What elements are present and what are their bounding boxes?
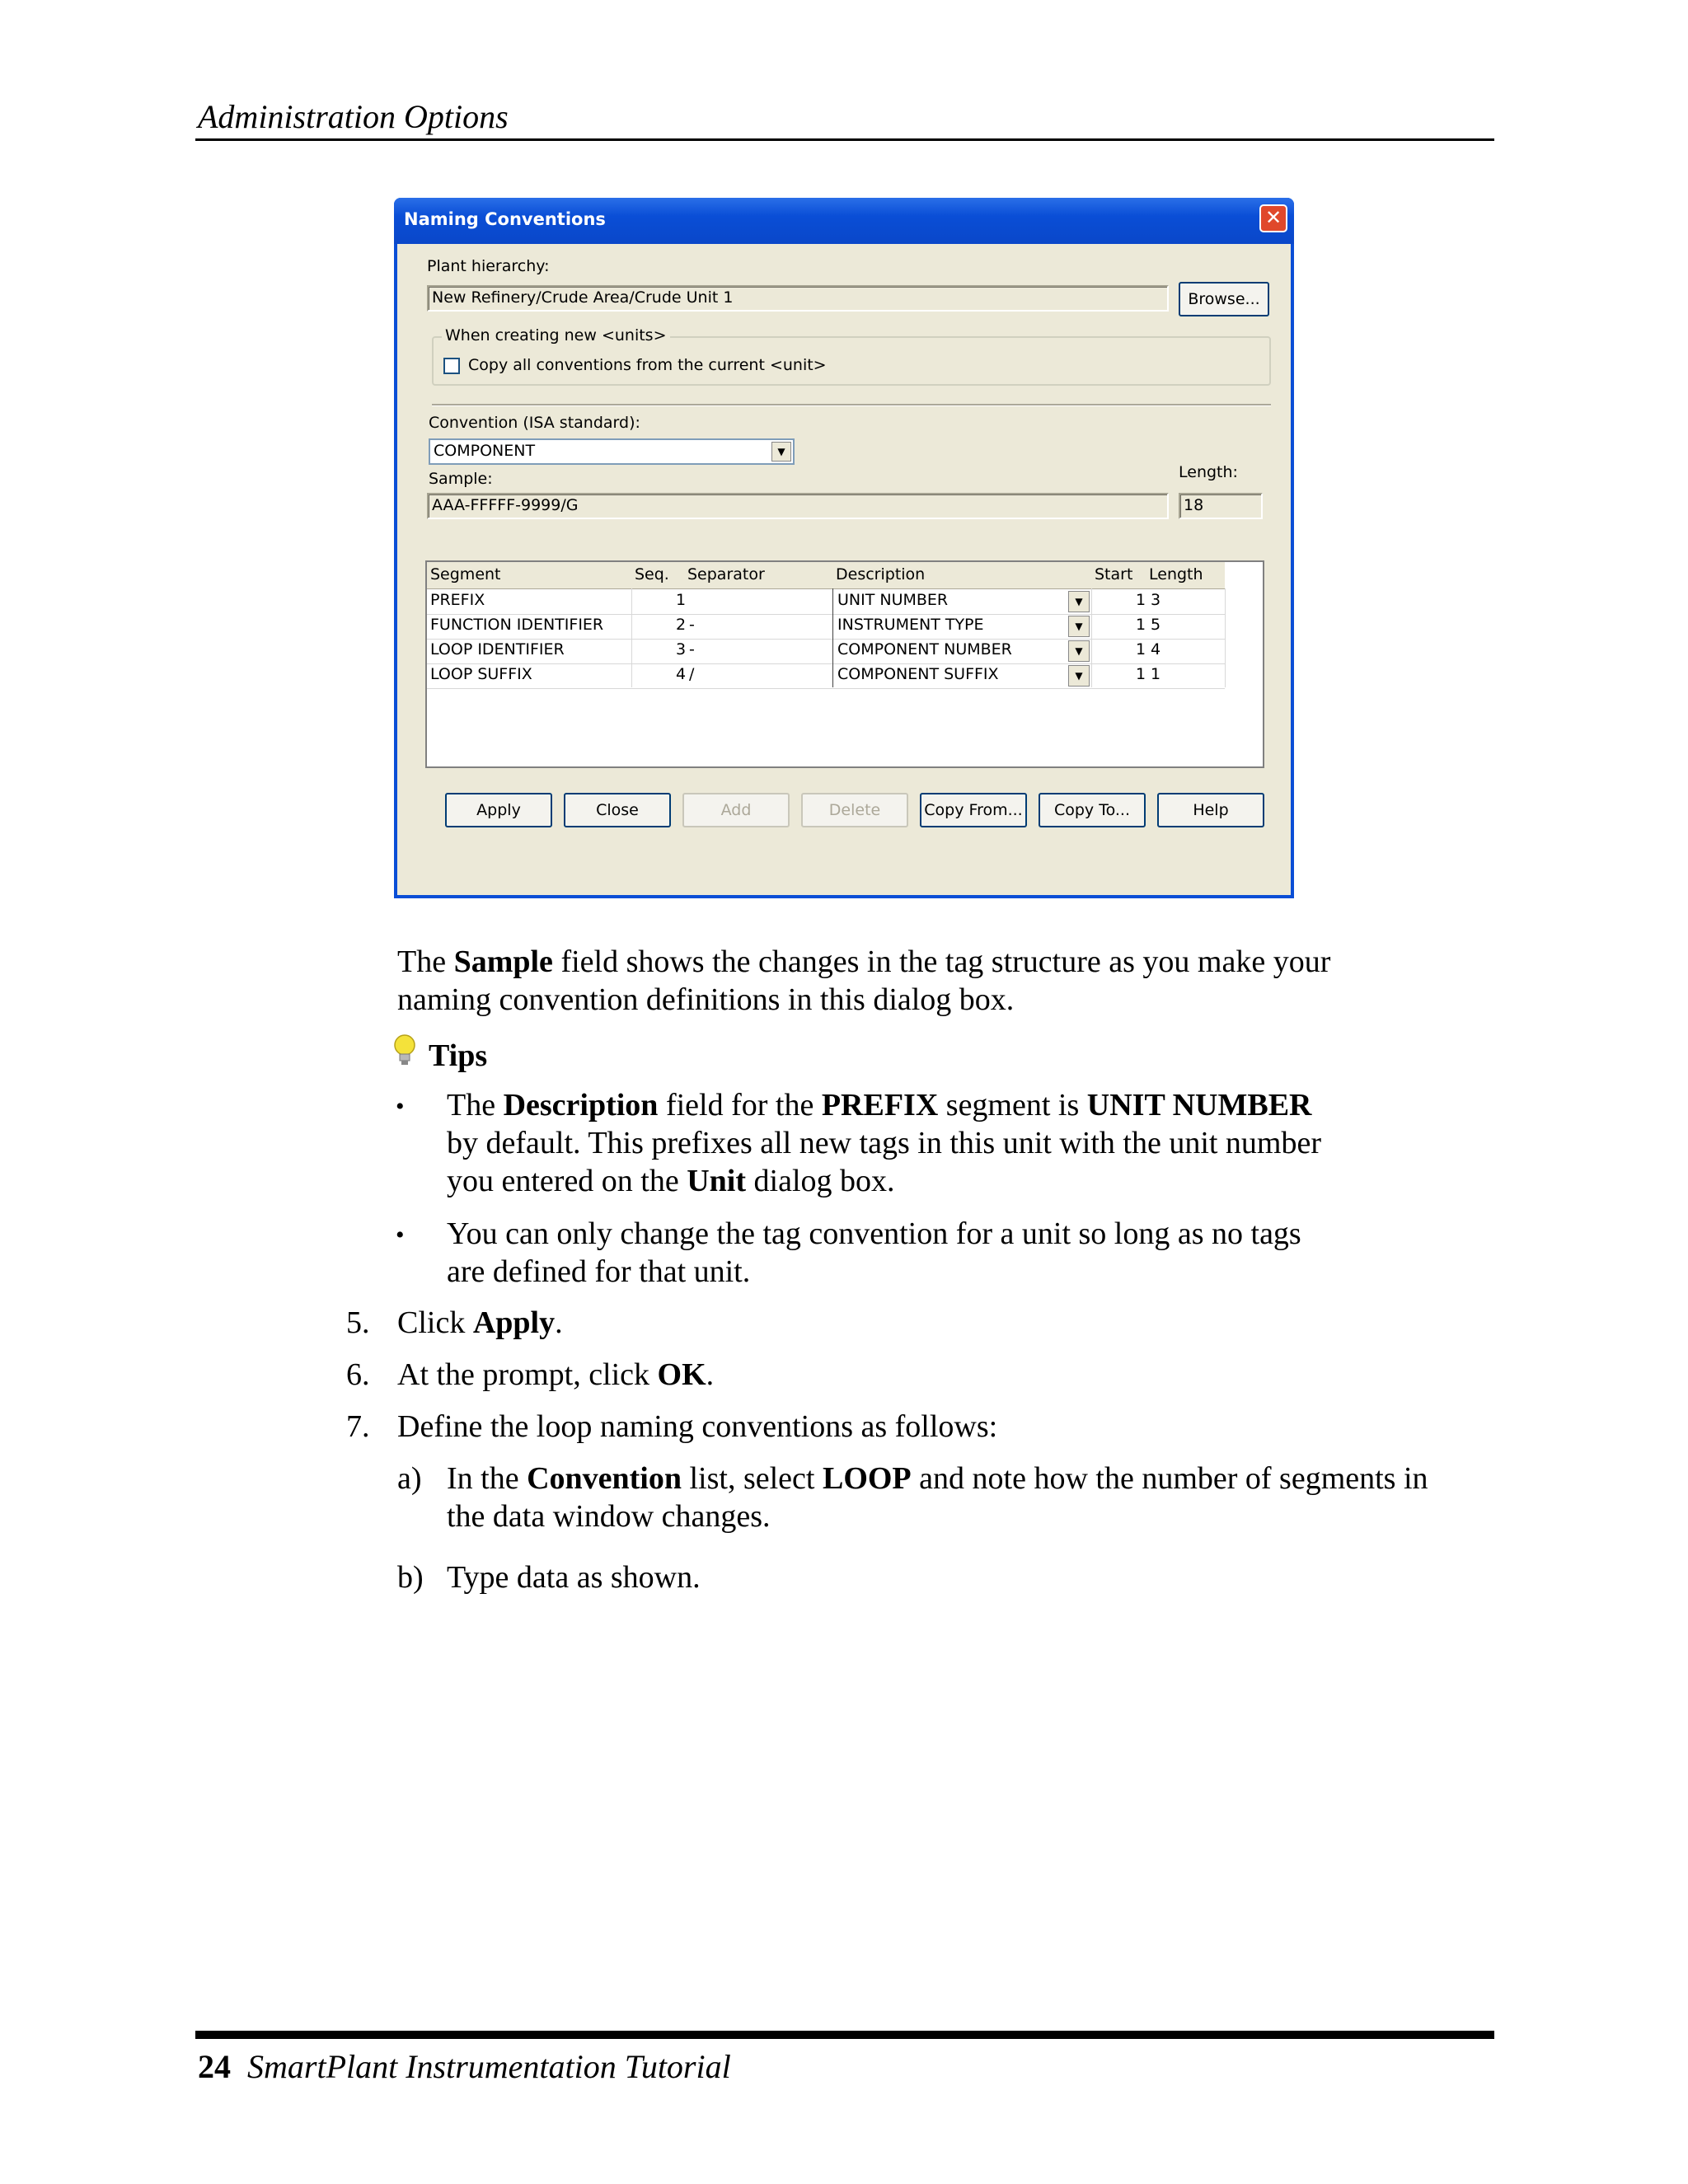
group-label: When creating new <units> [442, 326, 670, 344]
header-rule [195, 138, 1494, 141]
separator-line [432, 404, 1271, 406]
segment-cell: PREFIX [430, 591, 485, 609]
step-number: 5. [346, 1305, 370, 1340]
step-number: 6. [346, 1357, 370, 1392]
seq-cell[interactable]: 2 [676, 616, 687, 634]
convention-value: COMPONENT [434, 442, 536, 460]
bullet-icon: • [396, 1221, 405, 1249]
col-segment[interactable]: Segment [430, 565, 501, 583]
tip-1: The Description field for the PREFIX segment is UNIT NUMBER by default. This prefixes all new tags in this unit with the unit number you entered on the Unit dialog box. [447, 1088, 1322, 1198]
sample-label: Sample: [429, 470, 493, 488]
substep-a: In the Convention list, select LOOP and note how the number of segments in the data window changes. [447, 1461, 1428, 1534]
page-header: Administration Options [198, 98, 509, 135]
tips-heading: Tips [429, 1038, 488, 1073]
start-cell: 1 [1136, 640, 1146, 658]
close-button[interactable]: Close [564, 793, 671, 827]
help-button[interactable]: Help [1157, 793, 1264, 827]
page-footer [198, 2047, 731, 2086]
col-separator[interactable]: Separator [687, 565, 765, 583]
segment-cell: FUNCTION IDENTIFIER [430, 616, 604, 634]
sample-field: AAA-FFFFF-9999/G [427, 493, 1169, 519]
substep-letter: a) [397, 1461, 422, 1496]
grid-line [832, 588, 833, 687]
grid-line [631, 588, 632, 687]
browse-button[interactable]: Browse... [1179, 282, 1269, 316]
step-6: At the prompt, click OK. [397, 1357, 715, 1392]
close-icon[interactable]: ✕ [1259, 204, 1287, 232]
length-cell: 3 [1151, 591, 1161, 609]
start-cell: 1 [1136, 616, 1146, 634]
tip-2: You can only change the tag convention for a unit so long as no tags are defined for that unit. [447, 1216, 1301, 1289]
segment-cell: LOOP SUFFIX [430, 665, 532, 683]
convention-select[interactable] [429, 438, 795, 465]
table-row[interactable] [427, 614, 1225, 640]
delete-button[interactable]: Delete [801, 793, 908, 827]
grid-line [1225, 588, 1226, 687]
apply-button[interactable]: Apply [445, 793, 552, 827]
new-units-group [432, 326, 1271, 386]
seq-cell[interactable]: 1 [676, 591, 687, 609]
col-start[interactable]: Start [1095, 565, 1133, 583]
chevron-down-icon[interactable]: ▼ [1068, 591, 1090, 612]
separator-cell[interactable]: - [689, 616, 695, 634]
naming-conventions-dialog [394, 198, 1294, 898]
plant-hierarchy-field: New Refinery/Crude Area/Crude Unit 1 [427, 285, 1169, 312]
col-seq[interactable]: Seq. [635, 565, 669, 583]
paragraph-sample: The Sample field shows the changes in the tag structure as you make your naming convention definitions in this dialog box. [397, 944, 1331, 1017]
col-description[interactable]: Description [836, 565, 926, 583]
separator-cell[interactable]: - [689, 640, 695, 658]
chevron-down-icon[interactable]: ▼ [1068, 665, 1090, 687]
separator-cell[interactable]: / [689, 665, 695, 683]
length-cell: 1 [1151, 665, 1161, 683]
length-label: Length: [1179, 463, 1238, 481]
step-number: 7. [346, 1409, 370, 1444]
start-cell: 1 [1136, 591, 1146, 609]
copy-conventions-label[interactable]: Copy all conventions from the current <unit> [468, 356, 827, 374]
length-cell: 5 [1151, 616, 1161, 634]
convention-label: Convention (ISA standard): [429, 414, 640, 432]
bullet-icon: • [396, 1093, 405, 1120]
grid-line [1091, 588, 1092, 687]
col-length[interactable]: Length [1149, 565, 1203, 583]
copy-to-button[interactable]: Copy To... [1039, 793, 1146, 827]
table-row[interactable] [427, 663, 1225, 689]
plant-hierarchy-label: Plant hierarchy: [427, 257, 550, 275]
dialog-title-bar[interactable] [394, 198, 1294, 244]
page-number: 24 [198, 2048, 231, 2085]
description-cell[interactable]: INSTRUMENT TYPE [837, 616, 984, 634]
seq-cell[interactable]: 4 [676, 665, 687, 683]
table-row[interactable] [427, 639, 1225, 664]
lightbulb-icon [392, 1033, 417, 1068]
start-cell: 1 [1136, 665, 1146, 683]
seq-cell[interactable]: 3 [676, 640, 687, 658]
footer-rule [195, 2031, 1494, 2039]
step-7: Define the loop naming conventions as follows: [397, 1409, 998, 1444]
description-cell[interactable]: COMPONENT NUMBER [837, 640, 1012, 658]
chevron-down-icon[interactable]: ▼ [771, 442, 791, 462]
length-field: 18 [1179, 493, 1263, 519]
segment-cell: LOOP IDENTIFIER [430, 640, 565, 658]
step-5: Click Apply. [397, 1305, 563, 1340]
chevron-down-icon[interactable]: ▼ [1068, 640, 1090, 662]
copy-conventions-checkbox[interactable] [443, 358, 460, 374]
add-button[interactable]: Add [682, 793, 790, 827]
chevron-down-icon[interactable]: ▼ [1068, 616, 1090, 637]
segments-grid[interactable] [425, 560, 1264, 768]
grid-header [427, 562, 1225, 589]
length-cell: 4 [1151, 640, 1161, 658]
copy-from-button[interactable]: Copy From... [920, 793, 1027, 827]
description-cell[interactable]: UNIT NUMBER [837, 591, 949, 609]
substep-b: Type data as shown. [447, 1560, 701, 1595]
description-cell[interactable]: COMPONENT SUFFIX [837, 665, 999, 683]
dialog-title: Naming Conventions [404, 209, 606, 229]
substep-letter: b) [397, 1560, 424, 1595]
table-row[interactable] [427, 589, 1225, 615]
footer-title: SmartPlant Instrumentation Tutorial [247, 2048, 731, 2085]
